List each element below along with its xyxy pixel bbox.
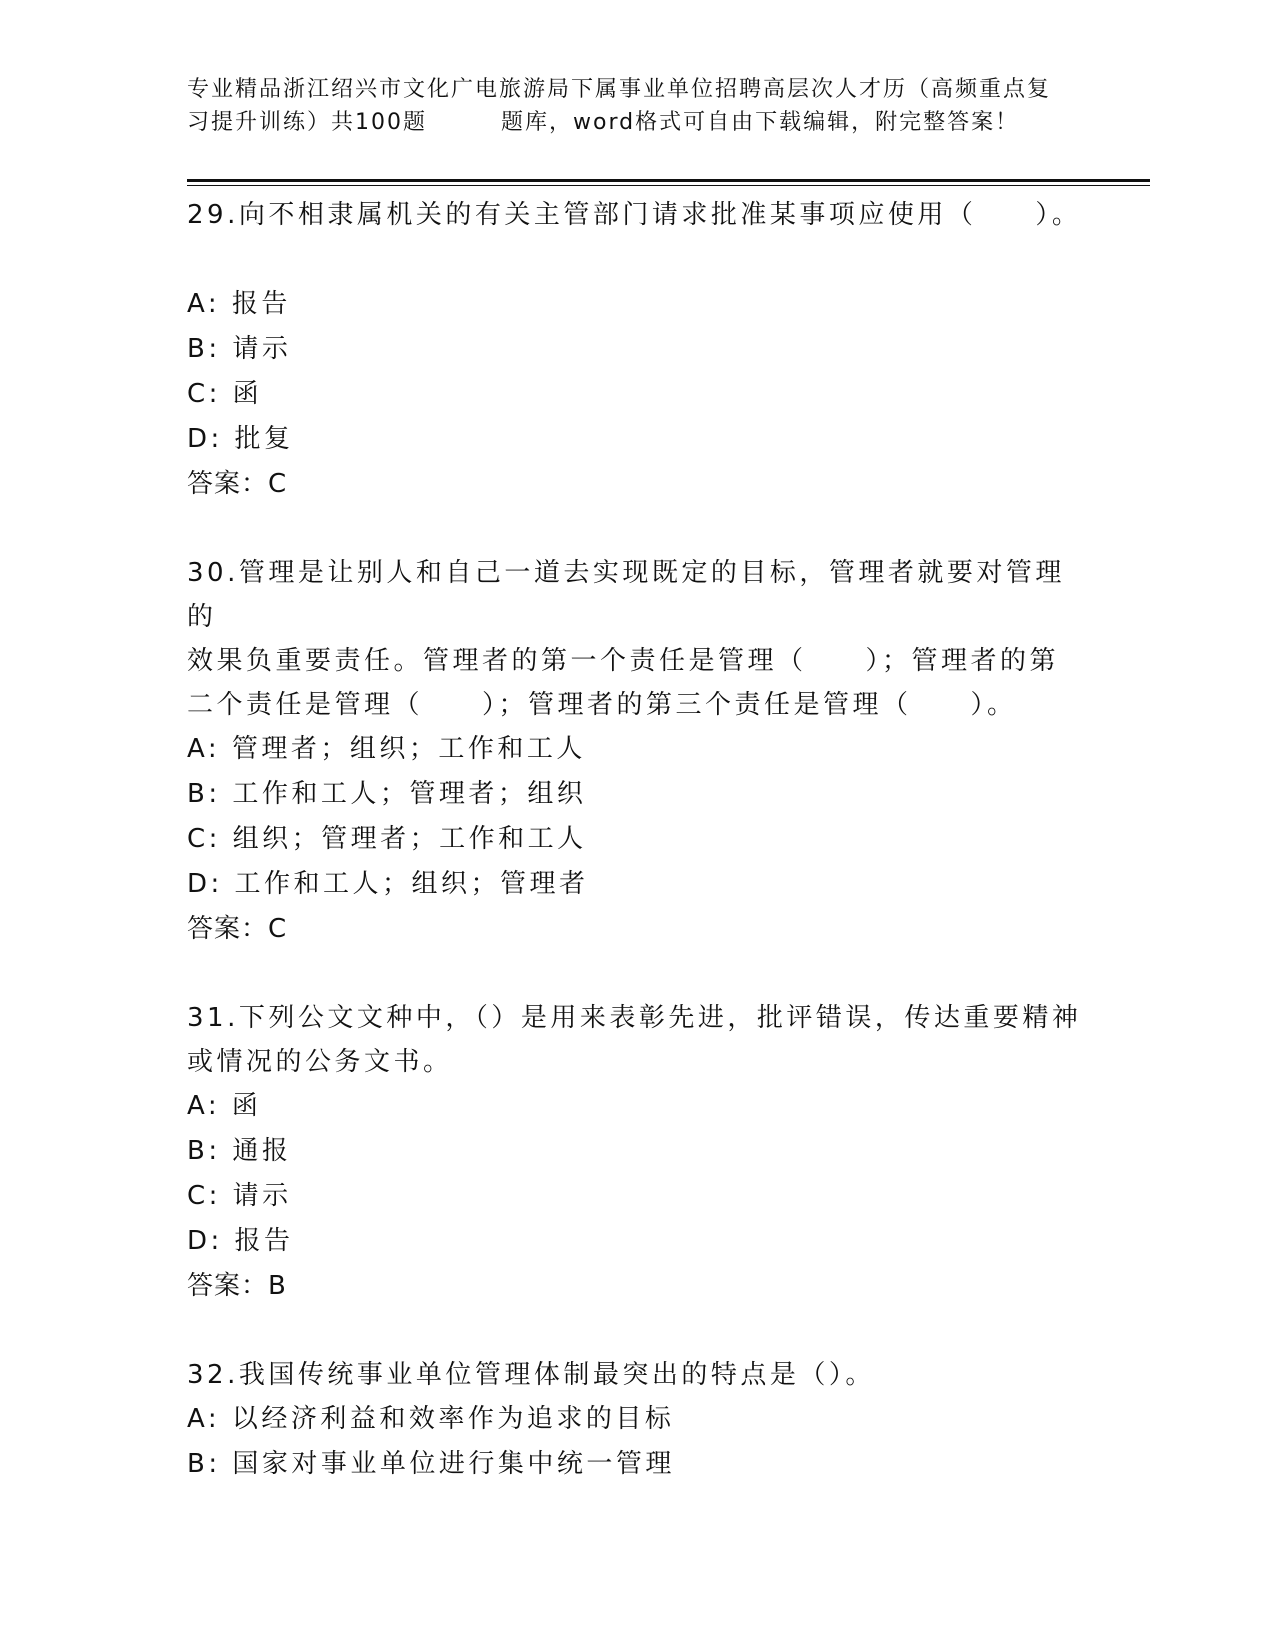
option-d: D: 批复 <box>187 424 294 454</box>
option-d: D: 报告 <box>187 1226 294 1256</box>
question-30 <box>187 551 1087 952</box>
option-c: C: 组织；管理者；工作和工人 <box>187 824 587 854</box>
question-text-line: 二个责任是管理（ ）；管理者的第三个责任是管理（ ）。 <box>187 690 1017 720</box>
answer: 答案：B <box>187 1271 287 1301</box>
answer: 答案：C <box>187 469 288 499</box>
option-a: A: 以经济利益和效率作为追求的目标 <box>187 1404 675 1434</box>
header-line-1: 专业精品浙江绍兴市文化广电旅游局下属事业单位招聘高层次人才历（高频重点复 <box>187 77 1052 102</box>
question-text-line: 效果负重要责任。管理者的第一个责任是管理（ ）；管理者的第 <box>187 646 1060 676</box>
answer: 答案：C <box>187 914 288 944</box>
question-32 <box>187 1353 1087 1487</box>
option-a: A: 报告 <box>187 289 291 319</box>
header-line-2-part-a: 习提升训练）共100题 <box>187 110 427 135</box>
option-d: D: 工作和工人；组织；管理者 <box>187 869 589 899</box>
question-text: 32.我国传统事业单位管理体制最突出的特点是（）。 <box>187 1360 875 1390</box>
option-b: B: 通报 <box>187 1136 292 1166</box>
question-text-line: 或情况的公务文书。 <box>187 1047 453 1077</box>
option-c: C: 请示 <box>187 1181 292 1211</box>
question-text-line: 31.下列公文文种中，（）是用来表彰先进，批评错误，传达重要精神 <box>187 1003 1082 1033</box>
question-29 <box>187 193 1087 507</box>
header-divider-thick <box>187 179 1150 182</box>
option-b: B: 工作和工人；管理者；组织 <box>187 779 587 809</box>
option-a: A: 函 <box>187 1091 262 1121</box>
question-text: 29.向不相隶属机关的有关主管部门请求批准某事项应使用（ ）。 <box>187 200 1082 230</box>
option-b: B: 请示 <box>187 334 292 364</box>
question-text-line: 30.管理是让别人和自己一道去实现既定的目标，管理者就要对管理的 <box>187 558 1065 632</box>
document-header <box>187 73 1087 139</box>
header-line-2-part-b: 题库，word格式可自由下载编辑，附完整答案！ <box>501 110 1020 135</box>
question-list <box>187 193 1087 1487</box>
question-31 <box>187 996 1087 1309</box>
option-a: A: 管理者；组织；工作和工人 <box>187 734 586 764</box>
option-c: C: 函 <box>187 379 263 409</box>
header-line-2 <box>187 106 1087 139</box>
header-divider-thin <box>187 185 1150 186</box>
option-b: B: 国家对事业单位进行集中统一管理 <box>187 1449 675 1479</box>
